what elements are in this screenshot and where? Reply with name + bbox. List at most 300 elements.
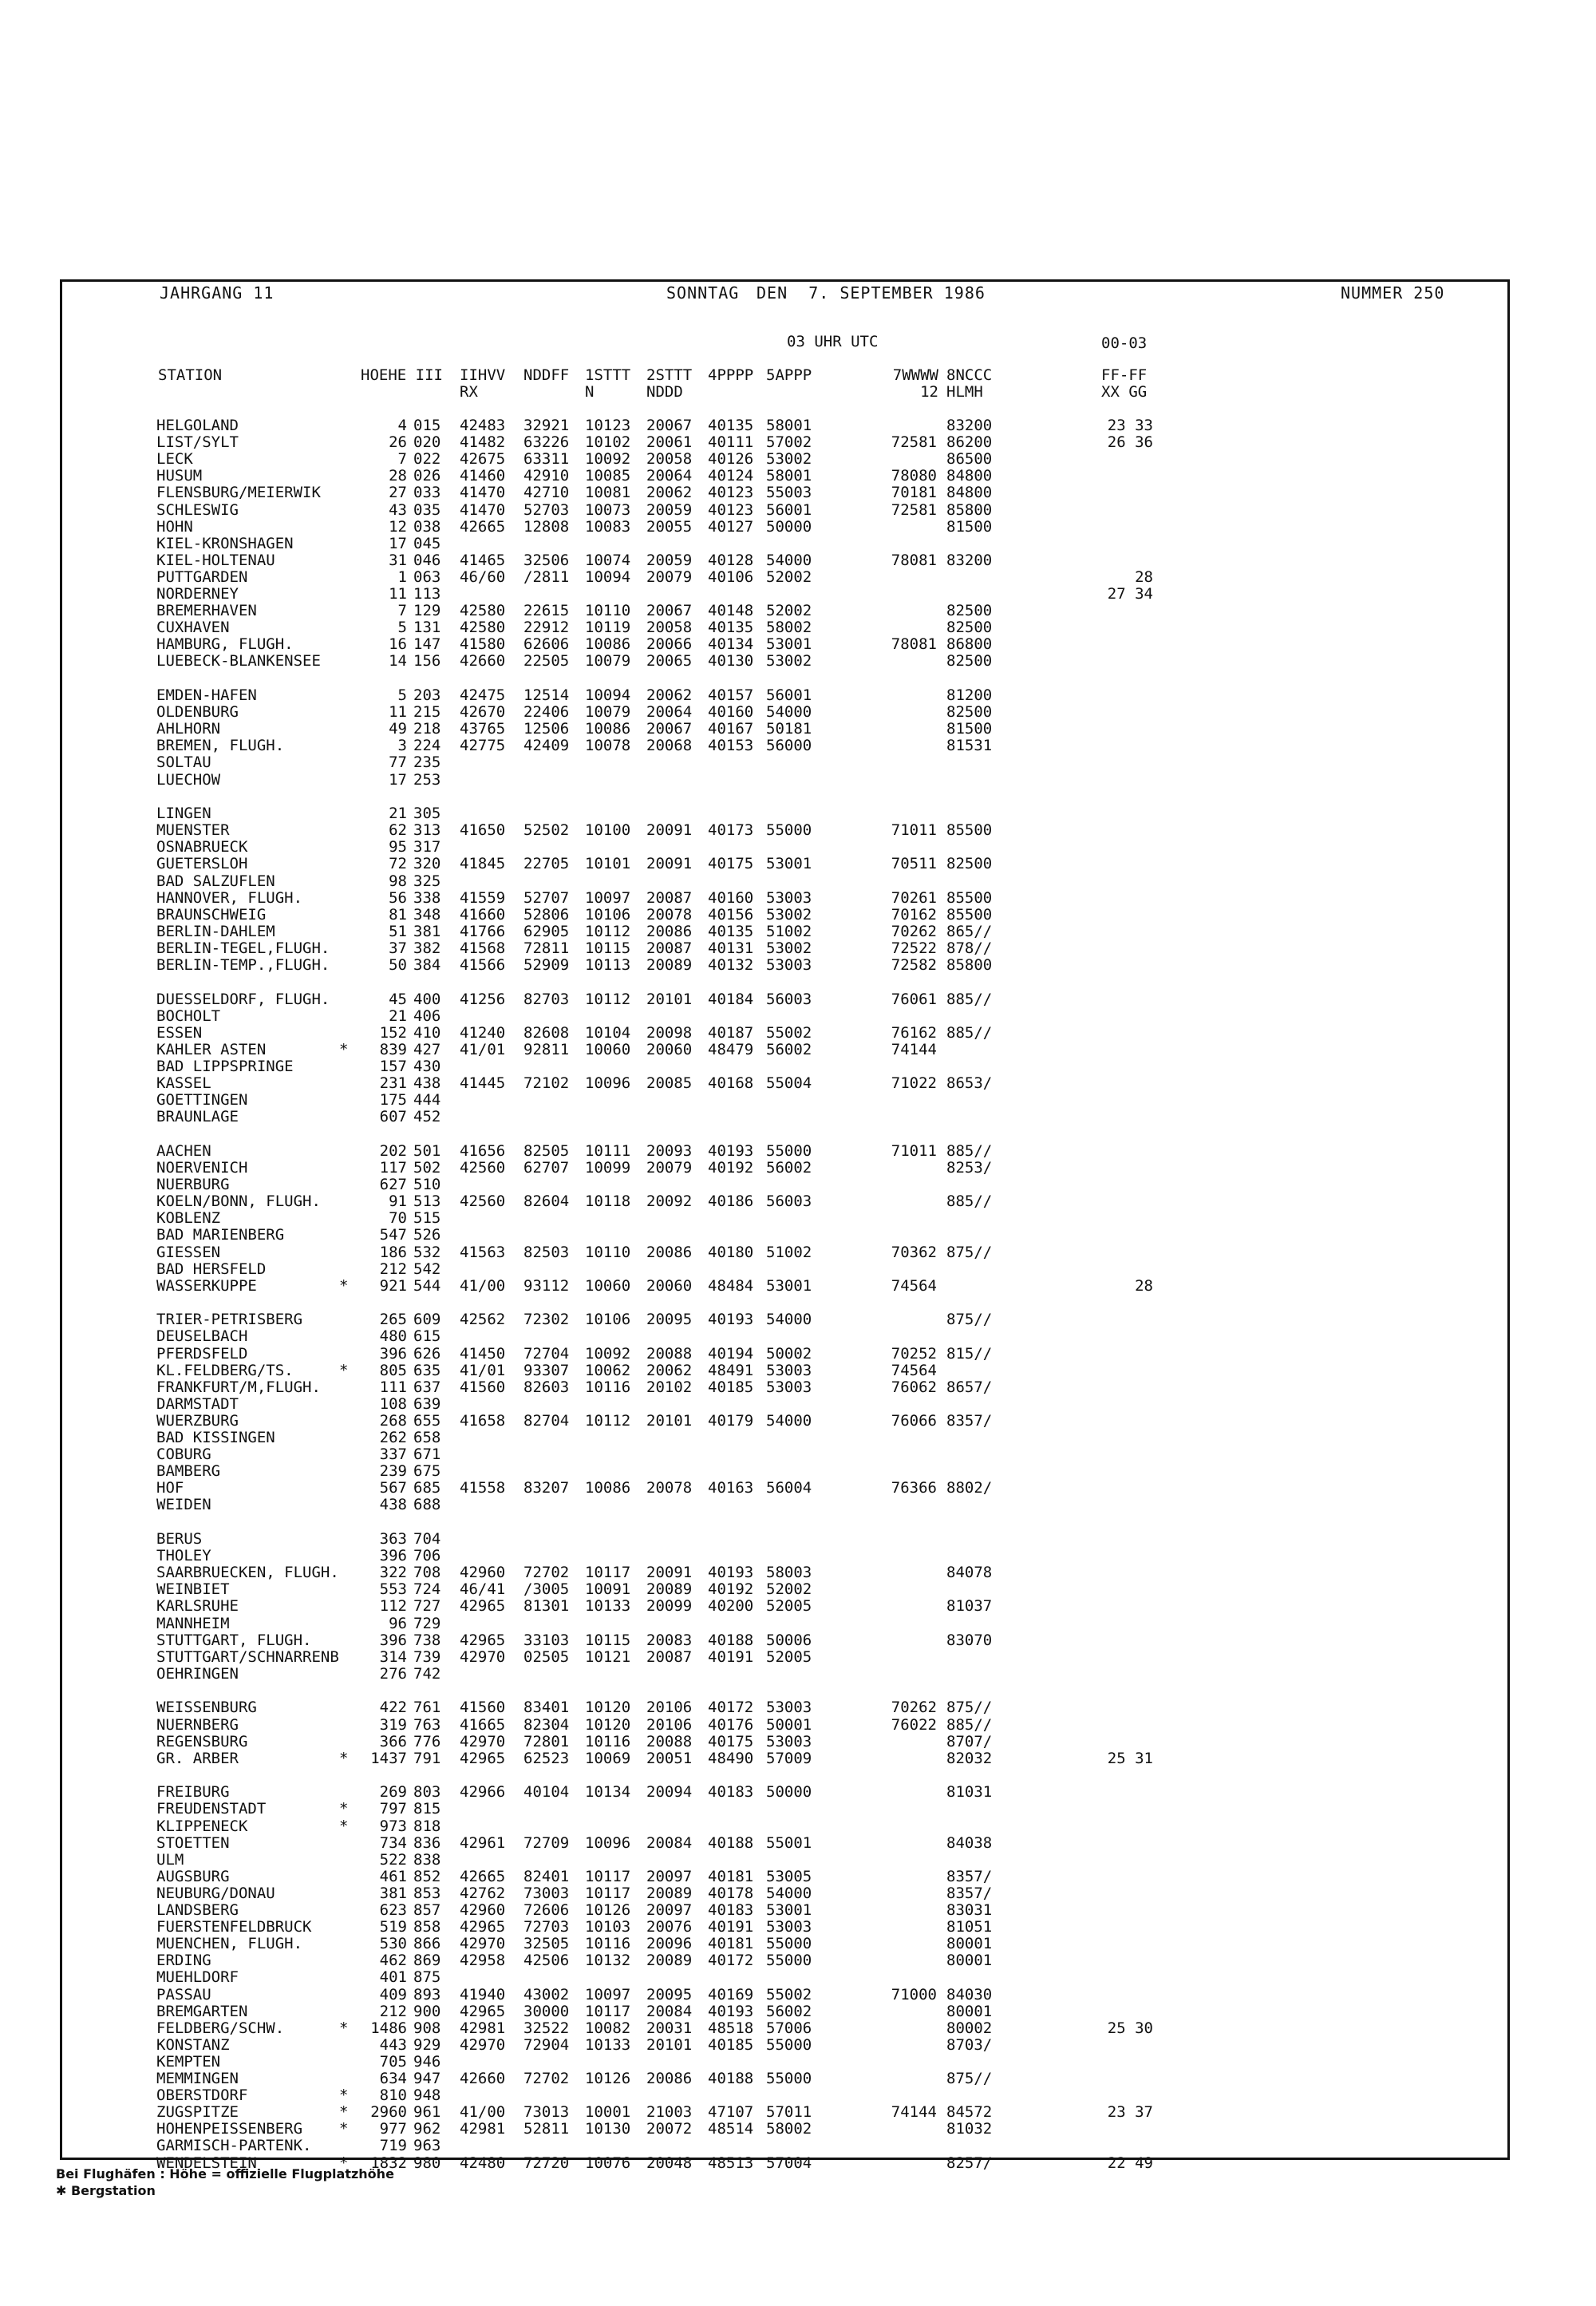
table-row bbox=[0, 1143, 1596, 1160]
table-row bbox=[0, 653, 1596, 670]
hoehe-value: 2960 bbox=[370, 2103, 407, 2122]
group-4pppp: 40188 bbox=[708, 2070, 754, 2087]
group-1sttt: 10069 bbox=[585, 1749, 631, 1767]
hoehe-value: 62 bbox=[389, 821, 407, 840]
group-4pppp: 40200 bbox=[708, 1597, 754, 1616]
iii-value: 763 bbox=[413, 1715, 441, 1734]
group-1sttt: 10086 bbox=[585, 720, 631, 738]
nddff-value: 83401 bbox=[523, 1699, 570, 1717]
nddff-value: 72606 bbox=[523, 1901, 570, 1919]
group-7wwww: 71011 bbox=[891, 1141, 937, 1160]
group-2sttt: 20067 bbox=[646, 417, 693, 434]
station-name: WEIDEN bbox=[156, 1496, 211, 1514]
nddff-value: 63226 bbox=[523, 433, 570, 452]
group-5appp: 55000 bbox=[766, 2035, 812, 2054]
table-row bbox=[0, 1160, 1596, 1177]
hoehe-value: 1486 bbox=[370, 2019, 407, 2037]
wind-ff: 25 31 bbox=[1107, 1749, 1153, 1767]
mountain-station-star-icon: * bbox=[339, 2103, 349, 2122]
table-row bbox=[0, 1818, 1596, 1835]
footnote-mountain-station: ✱ Bergstation bbox=[56, 2183, 156, 2198]
group-8nccc: 84800 bbox=[946, 484, 993, 502]
table-row bbox=[0, 603, 1596, 619]
group-1sttt: 10102 bbox=[585, 433, 631, 452]
group-1sttt: 10094 bbox=[585, 568, 631, 586]
station-name: SAARBRUECKEN, FLUGH. bbox=[156, 1564, 339, 1582]
nddff-value: 82703 bbox=[523, 990, 570, 1008]
iihvv-value: 41558 bbox=[460, 1479, 506, 1497]
group-4pppp: 40191 bbox=[708, 1647, 754, 1666]
iii-value: 532 bbox=[413, 1243, 441, 1261]
group-4pppp: 40148 bbox=[708, 602, 754, 620]
group-2sttt: 20059 bbox=[646, 551, 693, 569]
group-2sttt: 20084 bbox=[646, 2002, 693, 2020]
hoehe-value: 719 bbox=[379, 2137, 407, 2155]
group-8nccc: 83031 bbox=[946, 1901, 993, 1919]
station-name: KIEL-HOLTENAU bbox=[156, 551, 275, 569]
group-8nccc: 885// bbox=[946, 990, 993, 1008]
table-row bbox=[0, 1346, 1596, 1363]
group-5appp: 53001 bbox=[766, 1901, 812, 1919]
table-row bbox=[0, 856, 1596, 872]
nddff-value: 72709 bbox=[523, 1833, 570, 1852]
station-name: LECK bbox=[156, 450, 193, 469]
table-row bbox=[0, 1548, 1596, 1564]
group-2sttt: 20089 bbox=[646, 1580, 693, 1599]
group-4pppp: 40163 bbox=[708, 1479, 754, 1497]
table-row bbox=[0, 754, 1596, 771]
group-1sttt: 10112 bbox=[585, 1411, 631, 1430]
group-4pppp: 40192 bbox=[708, 1159, 754, 1177]
group-5appp: 54000 bbox=[766, 1884, 812, 1902]
group-8nccc: 83200 bbox=[946, 551, 993, 569]
iihvv-value: 42965 bbox=[460, 1597, 506, 1616]
group-8nccc: 8257/ bbox=[946, 2154, 993, 2172]
group-5appp: 54000 bbox=[766, 1411, 812, 1430]
iii-value: 452 bbox=[413, 1108, 441, 1126]
station-name: TRIER-PETRISBERG bbox=[156, 1311, 303, 1329]
col-station: STATION bbox=[158, 366, 223, 384]
iii-value: 410 bbox=[413, 1023, 441, 1042]
group-8nccc: 885// bbox=[946, 1193, 993, 1211]
nddff-value: 42710 bbox=[523, 484, 570, 502]
table-row bbox=[0, 552, 1596, 569]
station-name: WENDELSTEIN bbox=[156, 2154, 257, 2172]
table-row bbox=[0, 1278, 1596, 1295]
station-name: DUESSELDORF, FLUGH. bbox=[156, 990, 330, 1008]
iii-value: 510 bbox=[413, 1176, 441, 1194]
iii-value: 655 bbox=[413, 1411, 441, 1430]
iihvv-value: 42483 bbox=[460, 417, 506, 434]
group-1sttt: 10091 bbox=[585, 1580, 631, 1599]
iihvv-value: 41240 bbox=[460, 1023, 506, 1042]
nddff-value: 82401 bbox=[523, 1867, 570, 1885]
group-4pppp: 40172 bbox=[708, 1952, 754, 1970]
group-2sttt: 20095 bbox=[646, 1311, 693, 1329]
group-1sttt: 10116 bbox=[585, 1732, 631, 1750]
station-name: REGENSBURG bbox=[156, 1732, 248, 1750]
iii-value: 320 bbox=[413, 855, 441, 873]
station-name: MUENSTER bbox=[156, 821, 230, 840]
group-7wwww: 74564 bbox=[891, 1276, 937, 1295]
group-7wwww: 70262 bbox=[891, 922, 937, 940]
group-5appp: 55002 bbox=[766, 1985, 812, 2003]
hoehe-value: 530 bbox=[379, 1935, 407, 1953]
group-8nccc: 8357/ bbox=[946, 1867, 993, 1885]
group-5appp: 56002 bbox=[766, 1040, 812, 1058]
group-4pppp: 40193 bbox=[708, 1564, 754, 1582]
group-8nccc: 81051 bbox=[946, 1918, 993, 1936]
group-5appp: 53003 bbox=[766, 888, 812, 907]
table-row bbox=[0, 1784, 1596, 1801]
iii-value: 900 bbox=[413, 2002, 441, 2020]
iii-value: 542 bbox=[413, 1260, 441, 1278]
group-2sttt: 20076 bbox=[646, 1918, 693, 1936]
hoehe-value: 322 bbox=[379, 1564, 407, 1582]
hoehe-value: 12 bbox=[389, 517, 407, 536]
group-2sttt: 20087 bbox=[646, 1647, 693, 1666]
nddff-value: 63311 bbox=[523, 450, 570, 469]
group-5appp: 55000 bbox=[766, 821, 812, 840]
hoehe-value: 5 bbox=[397, 686, 407, 704]
group-8nccc: 80001 bbox=[946, 2002, 993, 2020]
date-label: DEN 7. SEPTEMBER 1986 bbox=[757, 283, 986, 303]
iii-value: 131 bbox=[413, 619, 441, 637]
group-8nccc: 81031 bbox=[946, 1783, 993, 1802]
iihvv-value: 41560 bbox=[460, 1378, 506, 1396]
iii-value: 980 bbox=[413, 2154, 441, 2172]
group-8nccc: 8357/ bbox=[946, 1411, 993, 1430]
station-name: WEISSENBURG bbox=[156, 1699, 257, 1717]
group-4pppp: 40183 bbox=[708, 1901, 754, 1919]
group-5appp: 56002 bbox=[766, 1159, 812, 1177]
group-1sttt: 10083 bbox=[585, 517, 631, 536]
hoehe-value: 5 bbox=[397, 619, 407, 637]
hoehe-value: 921 bbox=[379, 1276, 407, 1295]
station-name: BREMERHAVEN bbox=[156, 602, 257, 620]
table-row bbox=[0, 485, 1596, 501]
group-1sttt: 10115 bbox=[585, 939, 631, 957]
table-row bbox=[0, 1987, 1596, 2003]
table-row bbox=[0, 1801, 1596, 1818]
iii-value: 317 bbox=[413, 838, 441, 856]
hoehe-value: 7 bbox=[397, 450, 407, 469]
table-row bbox=[0, 1328, 1596, 1345]
iihvv-value: 41470 bbox=[460, 484, 506, 502]
iihvv-value: 41766 bbox=[460, 922, 506, 940]
iihvv-value: 42965 bbox=[460, 1631, 506, 1649]
station-name: HANNOVER, FLUGH. bbox=[156, 888, 303, 907]
hoehe-value: 108 bbox=[379, 1394, 407, 1413]
table-row bbox=[0, 1092, 1596, 1109]
iihvv-value: 42970 bbox=[460, 1935, 506, 1953]
iii-value: 776 bbox=[413, 1732, 441, 1750]
time-main-label: 03 UHR UTC bbox=[787, 333, 879, 350]
group-1sttt: 10106 bbox=[585, 1311, 631, 1329]
group-5appp: 58001 bbox=[766, 467, 812, 485]
table-row bbox=[0, 738, 1596, 754]
station-name: BRAUNLAGE bbox=[156, 1108, 239, 1126]
table-row bbox=[0, 907, 1596, 924]
nddff-value: 82304 bbox=[523, 1715, 570, 1734]
group-8nccc: 80001 bbox=[946, 1952, 993, 1970]
hoehe-value: 547 bbox=[379, 1226, 407, 1244]
group-2sttt: 20060 bbox=[646, 1040, 693, 1058]
iii-value: 224 bbox=[413, 737, 441, 755]
group-5appp: 53003 bbox=[766, 1378, 812, 1396]
group-8nccc: 865// bbox=[946, 922, 993, 940]
iii-value: 427 bbox=[413, 1040, 441, 1058]
nddff-value: 40104 bbox=[523, 1783, 570, 1802]
group-2sttt: 20101 bbox=[646, 990, 693, 1008]
iii-value: 961 bbox=[413, 2103, 441, 2122]
group-8nccc: 82500 bbox=[946, 619, 993, 637]
table-row bbox=[0, 721, 1596, 738]
hoehe-value: 11 bbox=[389, 585, 407, 603]
iihvv-value: 41560 bbox=[460, 1699, 506, 1717]
group-2sttt: 20095 bbox=[646, 1985, 693, 2003]
station-name: AACHEN bbox=[156, 1141, 211, 1160]
nddff-value: 02505 bbox=[523, 1647, 570, 1666]
group-1sttt: 10086 bbox=[585, 635, 631, 654]
station-name: KASSEL bbox=[156, 1074, 211, 1093]
table-row bbox=[0, 1261, 1596, 1278]
iii-value: 658 bbox=[413, 1429, 441, 1446]
group-5appp: 53002 bbox=[766, 905, 812, 924]
iii-value: 218 bbox=[413, 720, 441, 738]
hoehe-value: 265 bbox=[379, 1311, 407, 1329]
hoehe-value: 268 bbox=[379, 1411, 407, 1430]
group-4pppp: 40131 bbox=[708, 939, 754, 957]
group-4pppp: 40167 bbox=[708, 720, 754, 738]
group-8nccc: 86200 bbox=[946, 433, 993, 452]
iihvv-value: 42775 bbox=[460, 737, 506, 755]
table-row bbox=[0, 1734, 1596, 1750]
iii-value: 305 bbox=[413, 805, 441, 823]
group-4pppp: 40181 bbox=[708, 1867, 754, 1885]
table-row bbox=[0, 1632, 1596, 1649]
iii-value: 688 bbox=[413, 1496, 441, 1514]
group-4pppp: 40130 bbox=[708, 652, 754, 670]
station-name: STOETTEN bbox=[156, 1833, 230, 1852]
group-2sttt: 20084 bbox=[646, 1833, 693, 1852]
hoehe-value: 111 bbox=[379, 1378, 407, 1396]
iihvv-value: 42960 bbox=[460, 1901, 506, 1919]
group-4pppp: 40193 bbox=[708, 1311, 754, 1329]
group-5appp: 51002 bbox=[766, 922, 812, 940]
group-1sttt: 10110 bbox=[585, 602, 631, 620]
time-wind-label: 00-03 bbox=[1101, 334, 1148, 352]
table-row bbox=[0, 468, 1596, 485]
wind-ff: 25 30 bbox=[1107, 2019, 1153, 2037]
group-2sttt: 20094 bbox=[646, 1783, 693, 1802]
iihvv-value: 41658 bbox=[460, 1411, 506, 1430]
group-1sttt: 10116 bbox=[585, 1378, 631, 1396]
group-2sttt: 20083 bbox=[646, 1631, 693, 1649]
iii-value: 381 bbox=[413, 922, 441, 940]
table-row bbox=[0, 1379, 1596, 1396]
nddff-value: 32506 bbox=[523, 551, 570, 569]
iii-value: 866 bbox=[413, 1935, 441, 1953]
group-5appp: 56002 bbox=[766, 2002, 812, 2020]
table-row bbox=[0, 2121, 1596, 2138]
iihvv-value: 42660 bbox=[460, 652, 506, 670]
hoehe-value: 607 bbox=[379, 1108, 407, 1126]
iii-value: 685 bbox=[413, 1479, 441, 1497]
group-1sttt: 10132 bbox=[585, 1952, 631, 1970]
group-2sttt: 20051 bbox=[646, 1749, 693, 1767]
hoehe-value: 98 bbox=[389, 872, 407, 890]
group-2sttt: 20031 bbox=[646, 2019, 693, 2037]
group-4pppp: 48491 bbox=[708, 1361, 754, 1379]
group-8nccc: 875// bbox=[946, 2070, 993, 2087]
group-8nccc: 8653/ bbox=[946, 1074, 993, 1093]
station-name: BAMBERG bbox=[156, 1462, 221, 1481]
group-2sttt: 20088 bbox=[646, 1344, 693, 1363]
nddff-value: 82608 bbox=[523, 1023, 570, 1042]
group-4pppp: 40191 bbox=[708, 1918, 754, 1936]
iihvv-value: 42960 bbox=[460, 1564, 506, 1582]
iii-value: 857 bbox=[413, 1901, 441, 1919]
group-1sttt: 10099 bbox=[585, 1159, 631, 1177]
station-name: ULM bbox=[156, 1850, 184, 1869]
group-8nccc: 85500 bbox=[946, 905, 993, 924]
station-name: OLDENBURG bbox=[156, 703, 239, 722]
station-name: OSNABRUECK bbox=[156, 838, 248, 856]
table-row bbox=[0, 1109, 1596, 1125]
station-name: THOLEY bbox=[156, 1547, 211, 1565]
nddff-value: 52909 bbox=[523, 956, 570, 974]
hoehe-value: 37 bbox=[389, 939, 407, 957]
group-8nccc: 83200 bbox=[946, 417, 993, 434]
group-4pppp: 48514 bbox=[708, 2120, 754, 2138]
station-name: HOF bbox=[156, 1479, 184, 1497]
iihvv-value: 41568 bbox=[460, 939, 506, 957]
group-1sttt: 10126 bbox=[585, 1901, 631, 1919]
iii-value: 869 bbox=[413, 1952, 441, 1970]
mountain-station-star-icon: * bbox=[339, 1361, 349, 1379]
iii-value: 253 bbox=[413, 770, 441, 789]
hoehe-value: 422 bbox=[379, 1699, 407, 1717]
iihvv-value: 41566 bbox=[460, 956, 506, 974]
nddff-value: 82503 bbox=[523, 1243, 570, 1261]
hoehe-value: 396 bbox=[379, 1344, 407, 1363]
group-2sttt: 20101 bbox=[646, 1411, 693, 1430]
iihvv-value: 41656 bbox=[460, 1141, 506, 1160]
hoehe-value: 239 bbox=[379, 1462, 407, 1481]
iii-value: 962 bbox=[413, 2120, 441, 2138]
group-7wwww: 70362 bbox=[891, 1243, 937, 1261]
table-row bbox=[0, 1193, 1596, 1210]
hoehe-value: 51 bbox=[389, 922, 407, 940]
group-4pppp: 40111 bbox=[708, 433, 754, 452]
iii-value: 929 bbox=[413, 2035, 441, 2054]
hoehe-value: 231 bbox=[379, 1074, 407, 1093]
group-2sttt: 20066 bbox=[646, 635, 693, 654]
nddff-value: 62606 bbox=[523, 635, 570, 654]
col-7wwww: 7WWWW 12 bbox=[892, 366, 938, 401]
group-1sttt: 10104 bbox=[585, 1023, 631, 1042]
group-1sttt: 10116 bbox=[585, 1935, 631, 1953]
hoehe-value: 396 bbox=[379, 1547, 407, 1565]
iihvv-value: 46/60 bbox=[460, 568, 506, 586]
table-row bbox=[0, 1581, 1596, 1598]
station-name: NOERVENICH bbox=[156, 1159, 248, 1177]
nddff-value: 12514 bbox=[523, 686, 570, 704]
station-name: BERLIN-DAHLEM bbox=[156, 922, 275, 940]
wind-ff: 28 bbox=[1135, 568, 1153, 586]
group-4pppp: 40183 bbox=[708, 1783, 754, 1802]
group-8nccc: 84038 bbox=[946, 1833, 993, 1852]
hoehe-value: 461 bbox=[379, 1867, 407, 1885]
nddff-value: 22406 bbox=[523, 703, 570, 722]
iihvv-value: 41460 bbox=[460, 467, 506, 485]
group-1sttt: 10081 bbox=[585, 484, 631, 502]
iihvv-value: 41465 bbox=[460, 551, 506, 569]
hoehe-value: 1832 bbox=[370, 2154, 407, 2172]
station-name: KLIPPENECK bbox=[156, 1817, 248, 1835]
group-2sttt: 20062 bbox=[646, 484, 693, 502]
table-row bbox=[0, 2104, 1596, 2121]
iii-value: 203 bbox=[413, 686, 441, 704]
group-4pppp: 40132 bbox=[708, 956, 754, 974]
group-2sttt: 20064 bbox=[646, 467, 693, 485]
group-4pppp: 40156 bbox=[708, 905, 754, 924]
group-8nccc: 875// bbox=[946, 1311, 993, 1329]
hoehe-value: 50 bbox=[389, 956, 407, 974]
station-name: BOCHOLT bbox=[156, 1007, 221, 1025]
iii-value: 671 bbox=[413, 1446, 441, 1464]
table-row bbox=[0, 1025, 1596, 1042]
group-5appp: 56003 bbox=[766, 1193, 812, 1211]
group-5appp: 53003 bbox=[766, 1699, 812, 1717]
hoehe-value: 157 bbox=[379, 1058, 407, 1075]
table-row bbox=[0, 1177, 1596, 1193]
hoehe-value: 805 bbox=[379, 1361, 407, 1379]
hoehe-value: 705 bbox=[379, 2052, 407, 2071]
group-1sttt: 10100 bbox=[585, 821, 631, 840]
group-2sttt: 20067 bbox=[646, 602, 693, 620]
iihvv-value: 42958 bbox=[460, 1952, 506, 1970]
hoehe-value: 381 bbox=[379, 1884, 407, 1902]
iii-value: 544 bbox=[413, 1276, 441, 1295]
iii-value: 875 bbox=[413, 1968, 441, 1987]
iihvv-value: 42970 bbox=[460, 2035, 506, 2054]
hoehe-value: 363 bbox=[379, 1530, 407, 1548]
mountain-station-star-icon: * bbox=[339, 2086, 349, 2105]
iii-value: 947 bbox=[413, 2070, 441, 2087]
group-5appp: 50000 bbox=[766, 517, 812, 536]
station-name: OBERSTDORF bbox=[156, 2086, 248, 2105]
iihvv-value: 42970 bbox=[460, 1732, 506, 1750]
group-2sttt: 20089 bbox=[646, 956, 693, 974]
iii-value: 815 bbox=[413, 1800, 441, 1818]
group-2sttt: 20085 bbox=[646, 1074, 693, 1093]
station-name: FREUDENSTADT bbox=[156, 1800, 267, 1818]
group-4pppp: 47107 bbox=[708, 2103, 754, 2122]
group-4pppp: 40193 bbox=[708, 1141, 754, 1160]
group-2sttt: 20096 bbox=[646, 1935, 693, 1953]
iii-value: 022 bbox=[413, 450, 441, 469]
station-name: BAD HERSFELD bbox=[156, 1260, 267, 1278]
nddff-value: 22912 bbox=[523, 619, 570, 637]
nddff-value: 72811 bbox=[523, 939, 570, 957]
col-hoehe-iii: HOEHE III bbox=[361, 366, 443, 384]
hoehe-value: 262 bbox=[379, 1429, 407, 1446]
group-5appp: 56001 bbox=[766, 500, 812, 519]
group-4pppp: 40187 bbox=[708, 1023, 754, 1042]
table-row bbox=[0, 451, 1596, 468]
